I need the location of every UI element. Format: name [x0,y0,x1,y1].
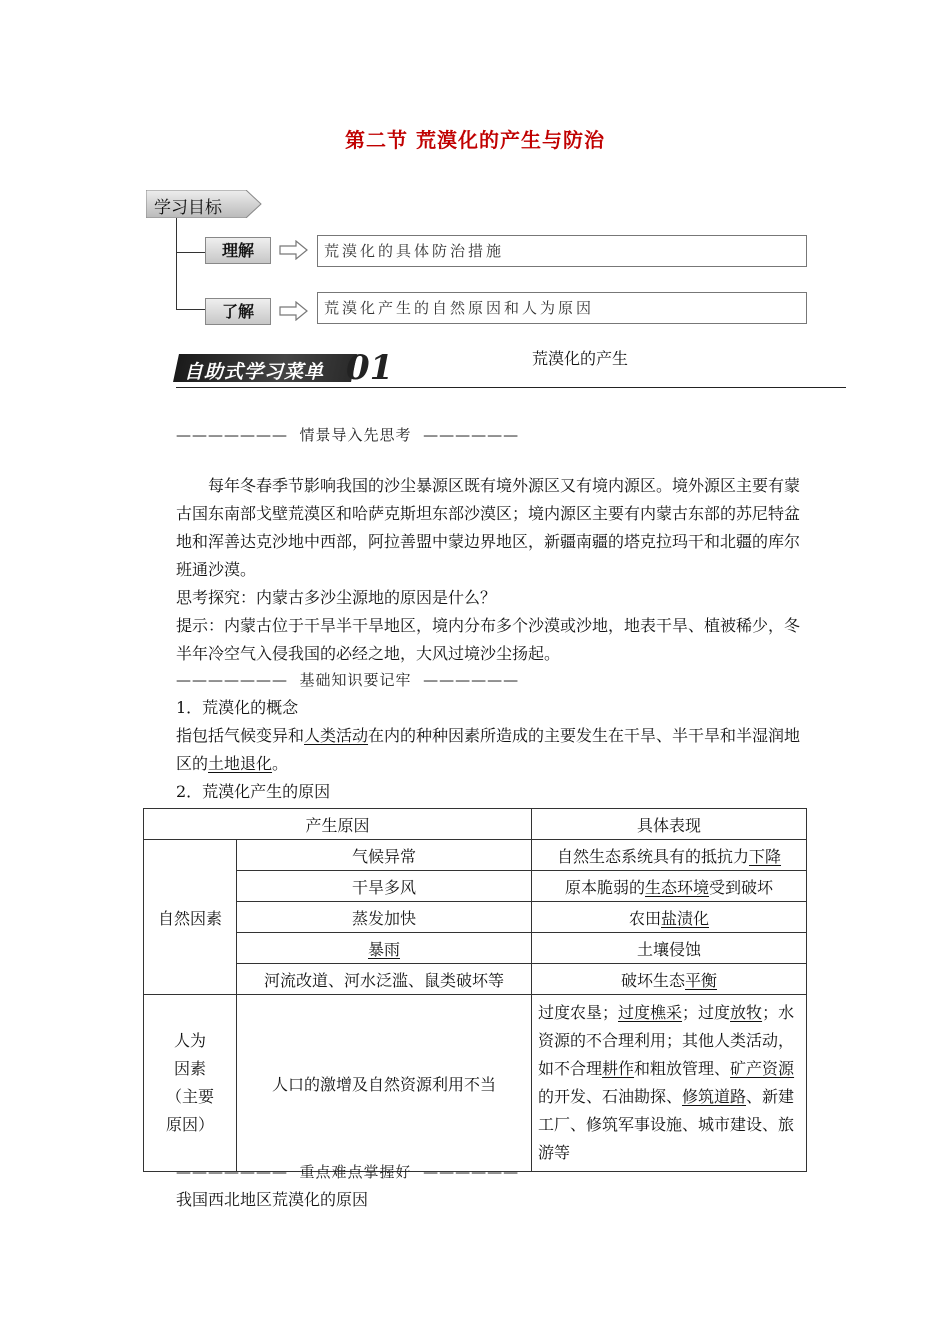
objectives-tag [146,190,262,218]
concept-definition: 指包括气候变异和人类活动在内的种种因素所造成的主要发生在干旱、半干旱和半湿润地区的土地退化。 [176,726,801,773]
objective-text-know: 荒漠化产生的自然原因和人为原因 [317,292,807,324]
objective-level-understand: 理解 [205,237,271,264]
table-cell-effect: 自然生态系统具有的抵抗力下降 [532,840,807,871]
human-factors-label: 人为 因素 （主要 原因） [144,995,237,1172]
divider-basic: ——————— 基础知识要记牢 —————— [176,671,520,689]
section-banner-number: 01 [346,348,394,388]
table-cell-cause: 暴雨 [237,933,532,964]
table-cell-cause: 气候异常 [237,840,532,871]
table-cell-effect: 破坏生态平衡 [532,964,807,995]
causes-table [143,808,807,1172]
concept-heading: 1．荒漠化的概念 [176,698,299,717]
causes-heading: 2．荒漠化产生的原因 [176,782,331,801]
objective-text-understand: 荒漠化的具体防治措施 [317,235,807,267]
key-text: 我国西北地区荒漠化的原因 [176,1190,369,1209]
table-cell-cause: 河流改道、河水泛滥、鼠类破坏等 [237,964,532,995]
objectives-bracket [176,218,205,310]
human-effect-cell: 过度农垦；过度樵采；过度放牧；水资源的不合理利用；其他人类活动，如不合理耕作和粗放管理、矿产资源的开发、石油勘探、修筑道路、新建工厂、修筑军事设施、城市建设、旅游等 [532,995,807,1172]
intro-hint: 提示：内蒙古位于干旱半干旱地区，境内分布多个沙漠或沙地，地表干旱、植被稀少，冬半年冷空气入侵我国的必经之地，大风过境沙尘扬起。 [176,616,801,663]
section-banner-label: 自助式学习菜单 [184,361,325,383]
table-header-effect: 具体表现 [532,809,807,840]
right-arrow-icon [279,240,309,260]
table-header-cause: 产生原因 [144,809,532,840]
natural-factors-label: 自然因素 [144,840,237,995]
objective-level-know: 了解 [205,298,271,325]
divider-intro: ——————— 情景导入先思考 —————— [176,426,520,444]
objectives-tag-label: 学习目标 [154,198,222,218]
intro-paragraph: 每年冬春季节影响我国的沙尘暴源区既有境外源区又有境内源区。境外源区主要有蒙古国东南部戈壁荒漠区和哈萨克斯坦东部沙漠区；境内源区主要有内蒙古东部的苏尼特盆地和浑善达克沙地中西部，阿拉善盟中蒙边界地区，新疆南疆的塔克拉玛干和北疆的库尔班通沙漠。 [176,476,801,579]
section-rule [176,387,846,388]
table-cell-effect: 原本脆弱的生态环境受到破坏 [532,871,807,902]
section-subtitle: 荒漠化的产生 [532,349,629,368]
table-cell-effect: 农田盐渍化 [532,902,807,933]
page-title: 第二节 荒漠化的产生与防治 [345,128,605,152]
human-cause-cell: 人口的激增及自然资源利用不当 [237,995,532,1172]
table-cell-cause: 干旱多风 [237,871,532,902]
section-banner [176,350,392,386]
right-arrow-icon [279,301,309,321]
table-cell-effect: 土壤侵蚀 [532,933,807,964]
divider-key: ——————— 重点难点掌握好 —————— [176,1163,520,1181]
table-cell-cause: 蒸发加快 [237,902,532,933]
intro-question: 思考探究：内蒙古多沙尘源地的原因是什么？ [176,588,497,607]
